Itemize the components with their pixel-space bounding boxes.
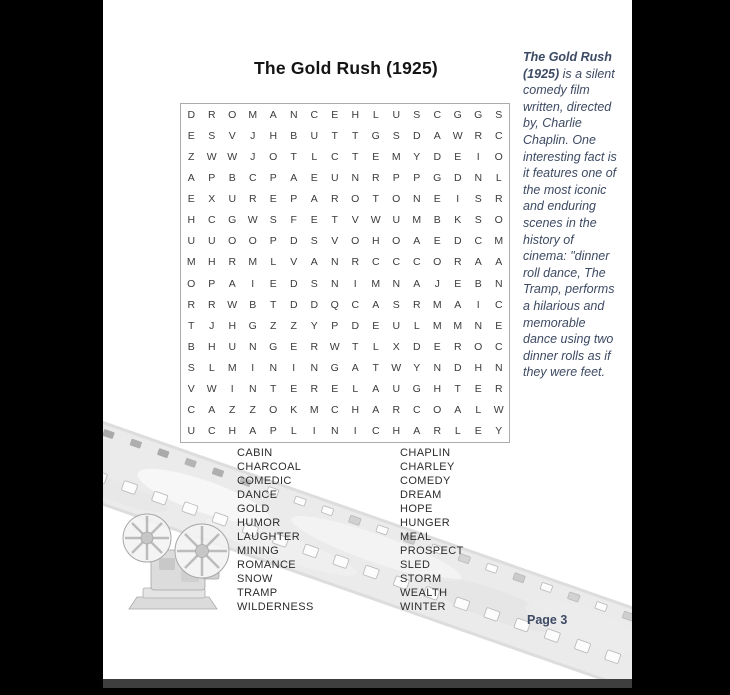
grid-letter: Y bbox=[310, 319, 318, 332]
grid-letter: B bbox=[187, 340, 195, 353]
word-item: LAUGHTER bbox=[237, 531, 301, 543]
grid-letter: A bbox=[372, 404, 380, 417]
grid-letter: C bbox=[371, 425, 380, 438]
grid-letter: T bbox=[331, 129, 338, 142]
grid-letter: H bbox=[474, 362, 483, 375]
word-item: COMEDY bbox=[400, 475, 451, 487]
grid-letter: E bbox=[331, 108, 339, 121]
grid-letter: A bbox=[474, 256, 482, 269]
grid-letter: G bbox=[248, 319, 257, 332]
grid-letter: E bbox=[433, 340, 441, 353]
grid-letter: P bbox=[269, 425, 277, 438]
grid-letter: H bbox=[433, 383, 442, 396]
grid-letter: B bbox=[433, 214, 441, 227]
grid-letter: I bbox=[353, 277, 357, 290]
grid-letter: M bbox=[391, 150, 401, 163]
grid-letter: N bbox=[474, 319, 483, 332]
grid-letter: T bbox=[270, 383, 277, 396]
word-item: MINING bbox=[237, 545, 280, 557]
grid-letter: A bbox=[310, 256, 318, 269]
grid-letter: O bbox=[269, 150, 278, 163]
grid-letter: I bbox=[251, 362, 255, 375]
grid-letter: V bbox=[290, 256, 298, 269]
grid-letter: T bbox=[188, 319, 195, 332]
grid-letter: N bbox=[289, 108, 298, 121]
word-item: HUNGER bbox=[400, 517, 451, 529]
grid-letter: D bbox=[310, 298, 319, 311]
grid-letter: P bbox=[290, 193, 298, 206]
grid-letter: T bbox=[352, 340, 359, 353]
grid-letter: A bbox=[372, 298, 380, 311]
grid-letter: A bbox=[413, 235, 421, 248]
grid-letter: C bbox=[433, 108, 442, 121]
grid-letter: W bbox=[329, 340, 340, 353]
grid-letter: C bbox=[207, 425, 216, 438]
word-item: CHARLEY bbox=[400, 461, 455, 473]
grid-letter: R bbox=[351, 256, 360, 269]
grid-letter: O bbox=[392, 193, 401, 206]
grid-letter: S bbox=[413, 108, 421, 121]
grid-letter: O bbox=[228, 108, 237, 121]
grid-letter: W bbox=[452, 129, 463, 142]
grid-letter: H bbox=[207, 256, 216, 269]
grid-letter: D bbox=[433, 150, 442, 163]
grid-letter: T bbox=[454, 383, 461, 396]
grid-letter: Z bbox=[290, 319, 297, 332]
grid-letter: L bbox=[208, 362, 215, 375]
grid-letter: O bbox=[228, 235, 237, 248]
word-item: DREAM bbox=[400, 489, 442, 501]
grid-letter: A bbox=[495, 256, 503, 269]
grid-letter: N bbox=[248, 340, 257, 353]
grid-letter: D bbox=[453, 171, 462, 184]
grid-letter: W bbox=[206, 150, 217, 163]
letter-grid bbox=[180, 103, 510, 443]
grid-letter: U bbox=[392, 214, 401, 227]
grid-letter: M bbox=[412, 214, 422, 227]
grid-letter: D bbox=[289, 235, 298, 248]
grid-letter: R bbox=[453, 340, 462, 353]
grid-letter: R bbox=[392, 404, 401, 417]
word-item: HOPE bbox=[400, 503, 433, 515]
grid-letter: A bbox=[228, 277, 236, 290]
grid-letter: C bbox=[187, 404, 196, 417]
grid-letter: Y bbox=[413, 362, 421, 375]
word-list-left bbox=[237, 446, 314, 614]
grid-letter: K bbox=[290, 404, 298, 417]
grid-letter: H bbox=[187, 214, 196, 227]
word-item: CABIN bbox=[237, 447, 273, 459]
grid-letter: E bbox=[310, 171, 318, 184]
grid-letter: L bbox=[495, 171, 502, 184]
grid-letter: C bbox=[310, 108, 319, 121]
grid-letter: K bbox=[454, 214, 462, 227]
grid-letter: N bbox=[330, 425, 339, 438]
grid-letter: G bbox=[371, 129, 380, 142]
grid-letter: C bbox=[207, 214, 216, 227]
grid-letter: R bbox=[494, 193, 503, 206]
grid-letter: C bbox=[248, 171, 257, 184]
grid-letter: L bbox=[413, 319, 420, 332]
grid-letter: E bbox=[269, 193, 277, 206]
grid-letter: R bbox=[494, 383, 503, 396]
grid-letter: O bbox=[474, 340, 483, 353]
grid-letter: S bbox=[392, 298, 400, 311]
grid-letter: C bbox=[371, 256, 380, 269]
grid-letter: A bbox=[249, 425, 257, 438]
grid-letter: S bbox=[269, 214, 277, 227]
grid-letter: L bbox=[454, 425, 461, 438]
grid-letter: E bbox=[331, 383, 339, 396]
grid-letter: V bbox=[331, 235, 339, 248]
grid-letter: R bbox=[310, 383, 319, 396]
grid-letter: B bbox=[290, 129, 298, 142]
grid-letter: N bbox=[351, 171, 360, 184]
grid-letter: L bbox=[270, 256, 277, 269]
grid-letter: M bbox=[453, 319, 463, 332]
grid-letter: C bbox=[474, 235, 483, 248]
word-item: COMEDIC bbox=[237, 475, 292, 487]
grid-letter: A bbox=[372, 383, 380, 396]
grid-letter: E bbox=[310, 214, 318, 227]
grid-letter: O bbox=[494, 150, 503, 163]
grid-letter: H bbox=[392, 425, 401, 438]
grid-letter: O bbox=[392, 235, 401, 248]
word-item: WILDERNESS bbox=[237, 601, 314, 613]
grid-letter: A bbox=[310, 193, 318, 206]
grid-letter: A bbox=[413, 277, 421, 290]
grid-letter: E bbox=[474, 383, 482, 396]
grid-letter: G bbox=[228, 214, 237, 227]
grid-letter: I bbox=[292, 362, 296, 375]
grid-letter: H bbox=[371, 235, 380, 248]
grid-letter: U bbox=[228, 193, 237, 206]
sidebar-movie-title: The Gold Rush (1925) bbox=[523, 50, 612, 81]
grid-letter: V bbox=[351, 214, 359, 227]
word-item: SNOW bbox=[237, 573, 273, 585]
grid-letter: B bbox=[474, 277, 482, 290]
grid-letter: E bbox=[290, 383, 298, 396]
grid-letter: L bbox=[290, 425, 297, 438]
page-number: Page 3 bbox=[527, 613, 568, 627]
grid-letter: Z bbox=[270, 319, 277, 332]
grid-letter: P bbox=[269, 235, 277, 248]
grid-letter: O bbox=[269, 404, 278, 417]
word-item: GOLD bbox=[237, 503, 270, 515]
grid-letter: R bbox=[187, 298, 196, 311]
grid-letter: P bbox=[392, 171, 400, 184]
grid-letter: A bbox=[454, 404, 462, 417]
grid-letter: N bbox=[494, 277, 503, 290]
grid-letter: G bbox=[412, 383, 421, 396]
grid-letter: E bbox=[433, 235, 441, 248]
grid-letter: A bbox=[433, 129, 441, 142]
grid-letter: W bbox=[370, 214, 381, 227]
grid-letter: E bbox=[454, 150, 462, 163]
grid-letter: D bbox=[187, 108, 196, 121]
grid-letter: B bbox=[228, 171, 236, 184]
grid-letter: Z bbox=[188, 150, 195, 163]
grid-letter: T bbox=[372, 362, 379, 375]
grid-letter: N bbox=[494, 362, 503, 375]
grid-letter: B bbox=[249, 298, 257, 311]
grid-letter: E bbox=[433, 193, 441, 206]
word-item: ROMANCE bbox=[237, 559, 297, 571]
grid-letter: N bbox=[310, 362, 319, 375]
grid-letter: U bbox=[310, 129, 319, 142]
grid-letter: C bbox=[351, 298, 360, 311]
grid-letter: O bbox=[351, 193, 360, 206]
grid-letter: H bbox=[351, 108, 360, 121]
grid-letter: W bbox=[227, 298, 238, 311]
grid-letter: N bbox=[248, 383, 257, 396]
grid-letter: C bbox=[412, 404, 421, 417]
grid-letter: U bbox=[187, 425, 196, 438]
grid-letter: Z bbox=[249, 404, 256, 417]
grid-letter: U bbox=[330, 171, 339, 184]
grid-letter: M bbox=[371, 277, 381, 290]
grid-letter: X bbox=[392, 340, 400, 353]
word-list-right bbox=[400, 446, 464, 614]
grid-letter: I bbox=[476, 150, 480, 163]
page-title: The Gold Rush (1925) bbox=[254, 58, 438, 78]
grid-letter: A bbox=[351, 362, 359, 375]
word-item: CHAPLIN bbox=[400, 447, 451, 459]
grid-letter: S bbox=[310, 235, 318, 248]
grid-letter: R bbox=[228, 256, 237, 269]
grid-letter: C bbox=[494, 298, 503, 311]
grid-letter: D bbox=[453, 362, 462, 375]
grid-letter: A bbox=[454, 298, 462, 311]
grid-letter: Q bbox=[330, 298, 339, 311]
grid-letter: I bbox=[353, 425, 357, 438]
grid-letter: H bbox=[207, 340, 216, 353]
grid-letter: M bbox=[248, 108, 258, 121]
grid-letter: D bbox=[453, 235, 462, 248]
grid-letter: J bbox=[209, 319, 215, 332]
grid-letter: I bbox=[230, 383, 234, 396]
word-item: WEALTH bbox=[400, 587, 448, 599]
worksheet-page bbox=[103, 0, 632, 679]
grid-letter: W bbox=[391, 362, 402, 375]
word-item: DANCE bbox=[237, 489, 278, 501]
grid-letter: M bbox=[432, 319, 442, 332]
grid-letter: E bbox=[187, 193, 195, 206]
grid-letter: P bbox=[413, 171, 421, 184]
grid-letter: I bbox=[251, 277, 255, 290]
grid-letter: G bbox=[474, 108, 483, 121]
grid-letter: S bbox=[392, 129, 400, 142]
grid-letter: E bbox=[372, 150, 380, 163]
grid-letter: G bbox=[269, 340, 278, 353]
grid-letter: C bbox=[330, 404, 339, 417]
grid-letter: X bbox=[208, 193, 216, 206]
grid-letter: P bbox=[208, 171, 216, 184]
grid-letter: S bbox=[495, 108, 503, 121]
grid-letter: E bbox=[454, 277, 462, 290]
grid-letter: Y bbox=[495, 425, 503, 438]
grid-letter: R bbox=[371, 171, 380, 184]
grid-letter: R bbox=[433, 425, 442, 438]
grid-letter: R bbox=[453, 256, 462, 269]
grid-letter: T bbox=[270, 298, 277, 311]
grid-letter: N bbox=[474, 171, 483, 184]
grid-letter: D bbox=[289, 277, 298, 290]
grid-letter: W bbox=[206, 383, 217, 396]
grid-letter: D bbox=[289, 298, 298, 311]
grid-letter: I bbox=[312, 425, 316, 438]
grid-letter: O bbox=[187, 277, 196, 290]
grid-letter: H bbox=[351, 404, 360, 417]
grid-letter: S bbox=[310, 277, 318, 290]
word-item: HUMOR bbox=[237, 517, 281, 529]
grid-letter: E bbox=[290, 340, 298, 353]
grid-letter: T bbox=[331, 214, 338, 227]
grid-letter: C bbox=[330, 150, 339, 163]
grid-letter: U bbox=[392, 108, 401, 121]
grid-letter: M bbox=[248, 256, 258, 269]
page-bottom-edge bbox=[103, 679, 632, 688]
word-item: WINTER bbox=[400, 601, 446, 613]
grid-letter: U bbox=[187, 235, 196, 248]
grid-letter: R bbox=[412, 298, 421, 311]
grid-letter: E bbox=[372, 319, 380, 332]
grid-letter: M bbox=[309, 404, 319, 417]
grid-letter: S bbox=[187, 362, 195, 375]
word-item: MEAL bbox=[400, 531, 432, 543]
word-item: TRAMP bbox=[237, 587, 278, 599]
grid-letter: P bbox=[331, 319, 339, 332]
grid-letter: W bbox=[493, 404, 504, 417]
grid-letter: O bbox=[433, 404, 442, 417]
grid-letter: A bbox=[413, 425, 421, 438]
grid-letter: L bbox=[475, 404, 482, 417]
grid-letter: O bbox=[433, 256, 442, 269]
grid-letter: E bbox=[495, 319, 503, 332]
grid-letter: O bbox=[494, 214, 503, 227]
grid-letter: N bbox=[330, 277, 339, 290]
grid-letter: T bbox=[352, 129, 359, 142]
grid-letter: M bbox=[227, 362, 237, 375]
grid-letter: V bbox=[187, 383, 195, 396]
grid-letter: A bbox=[290, 171, 298, 184]
grid-letter: R bbox=[330, 193, 339, 206]
grid-letter: H bbox=[228, 425, 237, 438]
grid-letter: U bbox=[207, 235, 216, 248]
grid-letter: T bbox=[372, 193, 379, 206]
grid-letter: S bbox=[208, 129, 216, 142]
grid-letter: S bbox=[474, 193, 482, 206]
grid-letter: G bbox=[330, 362, 339, 375]
grid-letter: U bbox=[228, 340, 237, 353]
grid-letter: Y bbox=[413, 150, 421, 163]
grid-letter: H bbox=[228, 319, 237, 332]
grid-letter: A bbox=[269, 108, 277, 121]
grid-letter: A bbox=[208, 404, 216, 417]
grid-letter: W bbox=[227, 150, 238, 163]
grid-letter: J bbox=[250, 129, 256, 142]
grid-letter: N bbox=[392, 277, 401, 290]
grid-letter: O bbox=[351, 235, 360, 248]
grid-letter: U bbox=[392, 383, 401, 396]
sidebar-body-text: is a silent comedy film written, directed by, Charlie Chaplin. One interesting fact is it features one of the most iconic and enduring scenes in the history of cinema: "dinner roll dance, The Tramp, performs a hilarious and memorable dance using two dinner rolls as if they were feet. bbox=[523, 66, 617, 380]
grid-letter: N bbox=[412, 193, 421, 206]
grid-letter: C bbox=[494, 340, 503, 353]
grid-letter: U bbox=[392, 319, 401, 332]
grid-letter: W bbox=[247, 214, 258, 227]
word-item: PROSPECT bbox=[400, 545, 464, 557]
grid-letter: L bbox=[352, 383, 359, 396]
grid-letter: J bbox=[434, 277, 440, 290]
grid-letter: L bbox=[311, 150, 318, 163]
grid-letter: D bbox=[412, 129, 421, 142]
grid-letter: I bbox=[476, 298, 480, 311]
grid-letter: A bbox=[187, 171, 195, 184]
word-item: CHARCOAL bbox=[237, 461, 302, 473]
grid-letter: I bbox=[456, 193, 460, 206]
grid-letter: C bbox=[494, 129, 503, 142]
grid-letter: D bbox=[412, 340, 421, 353]
grid-letter: E bbox=[187, 129, 195, 142]
grid-letter: M bbox=[432, 298, 442, 311]
grid-letter: P bbox=[269, 171, 277, 184]
grid-letter: F bbox=[290, 214, 297, 227]
grid-letter: T bbox=[290, 150, 297, 163]
grid-letter: M bbox=[186, 256, 196, 269]
grid-letter: C bbox=[412, 256, 421, 269]
grid-letter: R bbox=[474, 129, 483, 142]
grid-letter: G bbox=[433, 171, 442, 184]
grid-letter: J bbox=[250, 150, 256, 163]
grid-letter: P bbox=[208, 277, 216, 290]
grid-letter: S bbox=[474, 214, 482, 227]
grid-letter: D bbox=[351, 319, 360, 332]
grid-letter: M bbox=[494, 235, 504, 248]
grid-letter: O bbox=[248, 235, 257, 248]
word-item: SLED bbox=[400, 559, 431, 571]
grid-letter: E bbox=[269, 277, 277, 290]
grid-letter: L bbox=[372, 340, 379, 353]
grid-letter: N bbox=[330, 256, 339, 269]
grid-letter: E bbox=[474, 425, 482, 438]
grid-letter: N bbox=[269, 362, 278, 375]
grid-letter: H bbox=[269, 129, 278, 142]
grid-letter: V bbox=[228, 129, 236, 142]
grid-letter: Z bbox=[229, 404, 236, 417]
grid-letter: R bbox=[310, 340, 319, 353]
grid-letter: C bbox=[392, 256, 401, 269]
grid-letter: N bbox=[433, 362, 442, 375]
grid-letter: R bbox=[248, 193, 257, 206]
grid-letter: R bbox=[207, 108, 216, 121]
grid-letter: T bbox=[352, 150, 359, 163]
grid-letter: G bbox=[453, 108, 462, 121]
grid-letter: R bbox=[207, 298, 216, 311]
grid-letter: L bbox=[372, 108, 379, 121]
word-item: STORM bbox=[400, 573, 442, 585]
sidebar-fact-text bbox=[523, 49, 619, 381]
